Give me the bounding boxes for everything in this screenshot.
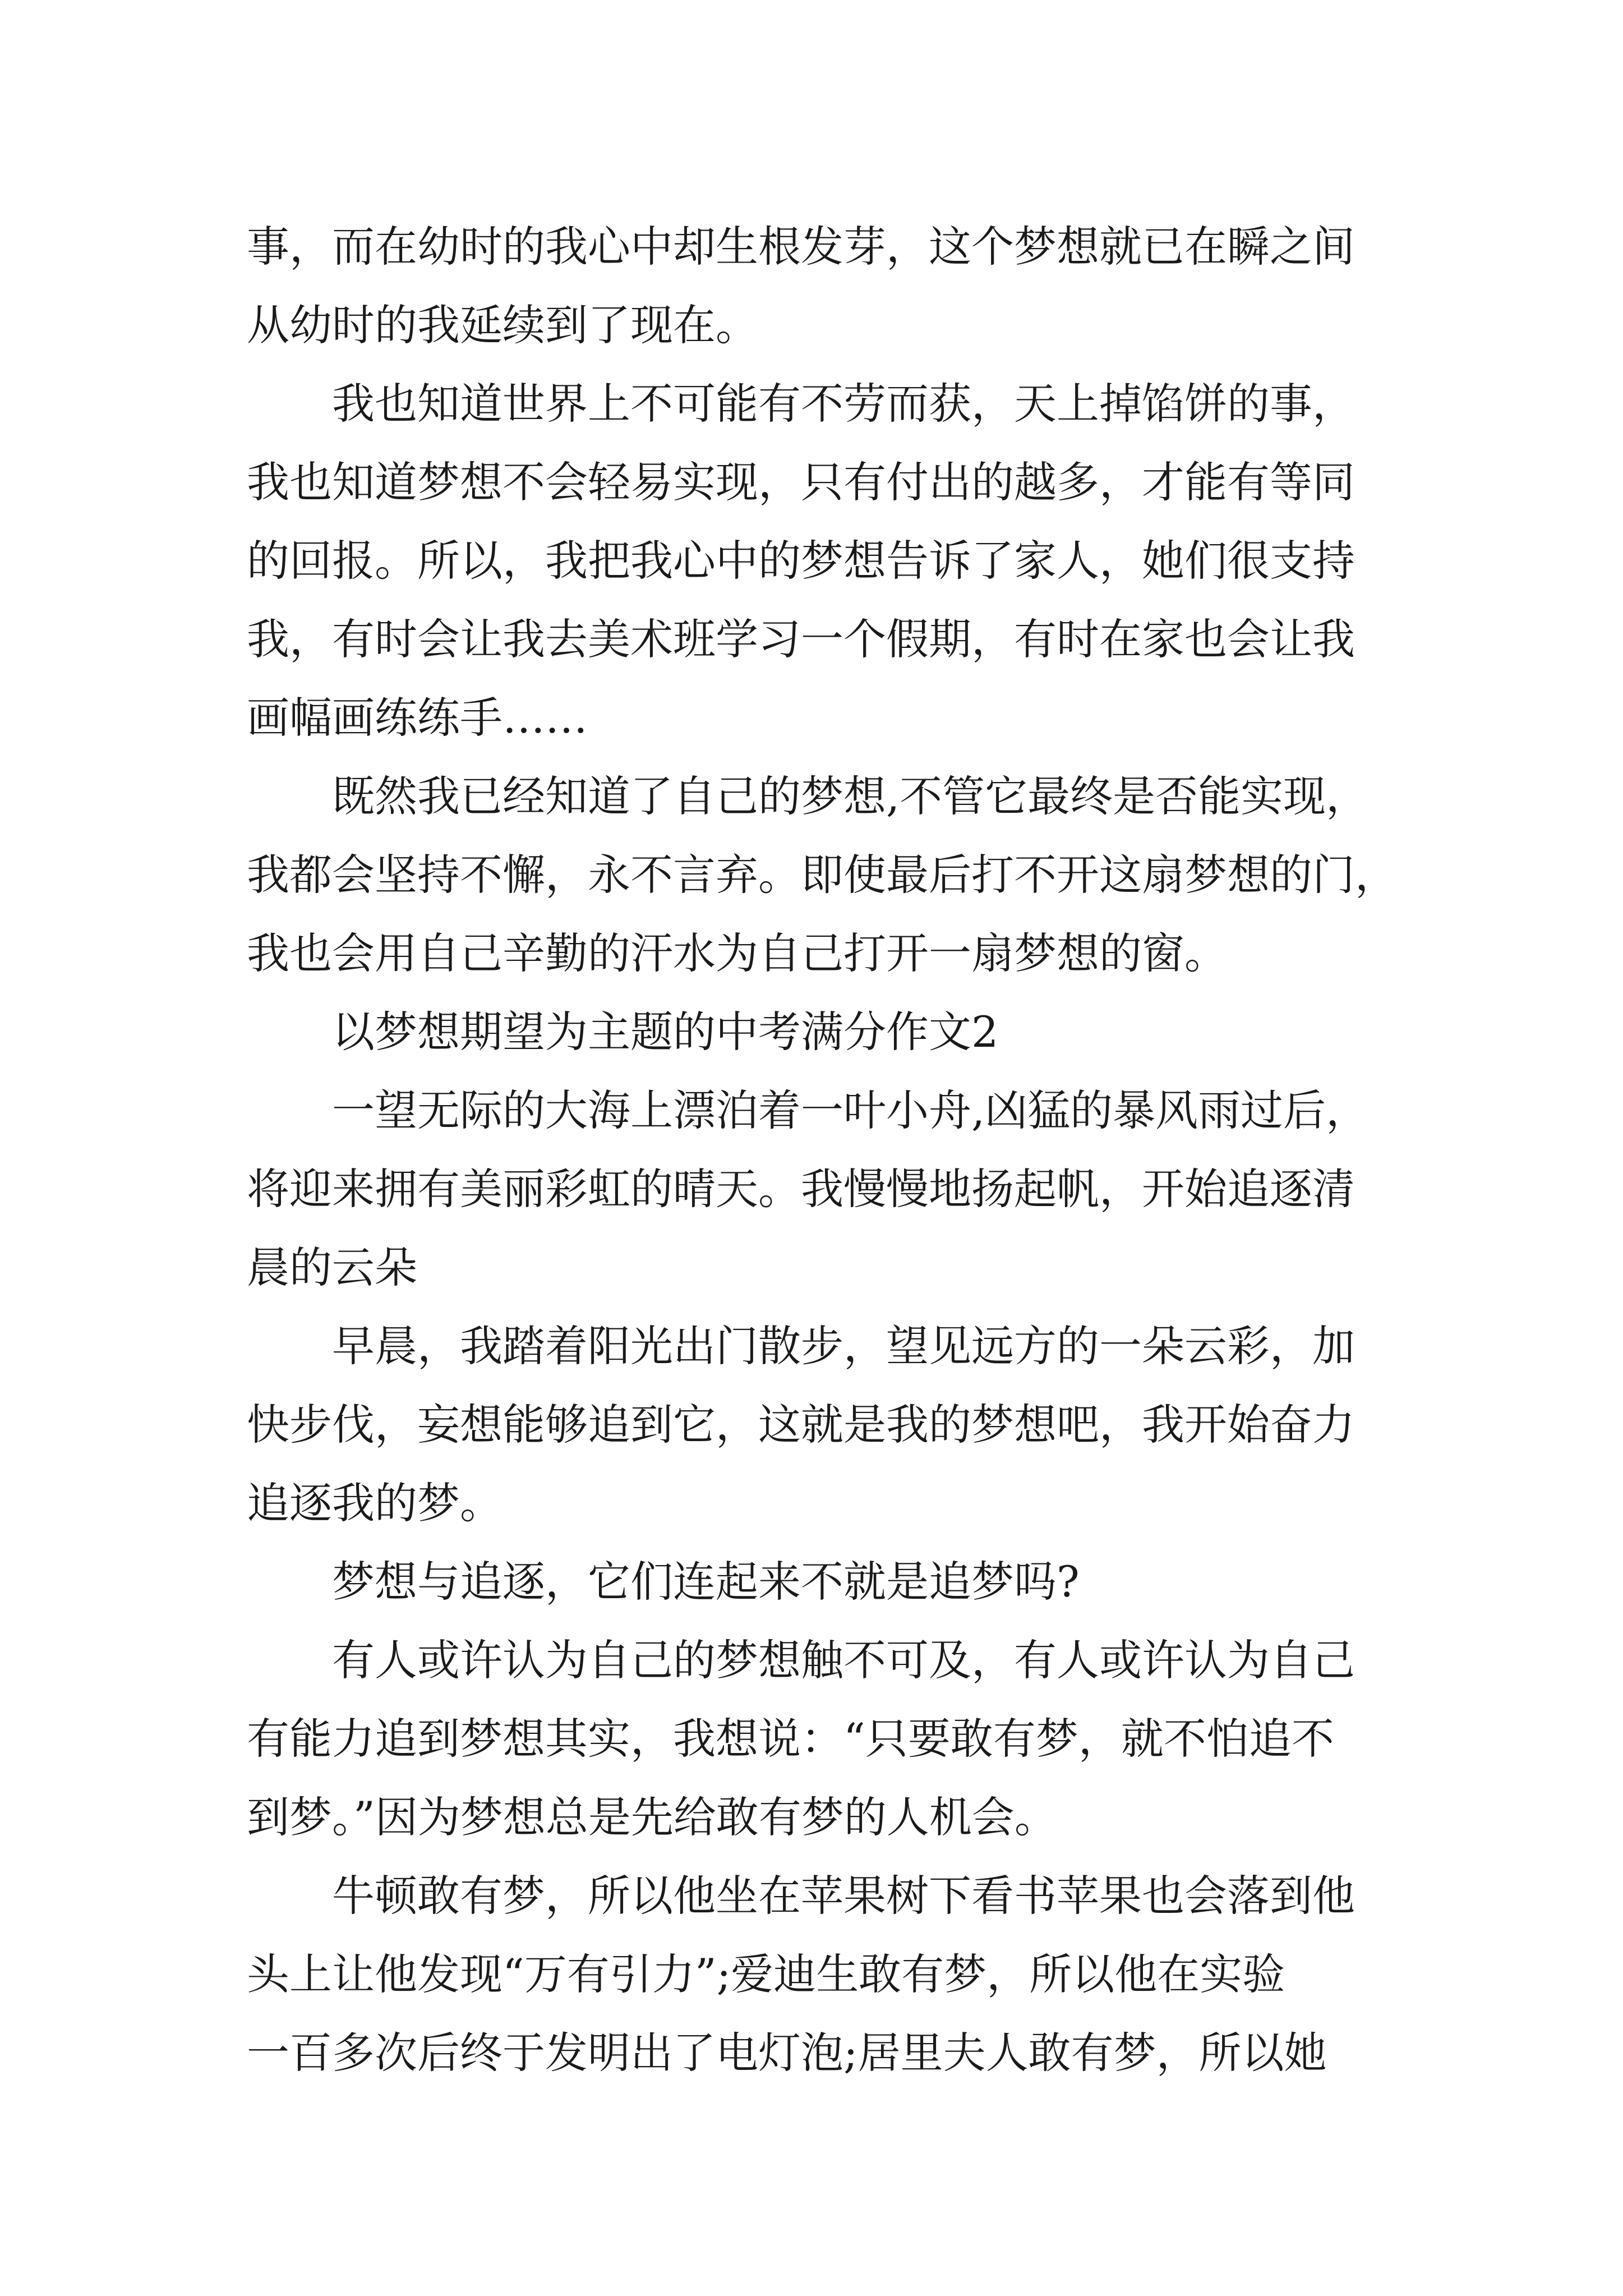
text-line: 我，有时会让我去美术班学习一个假期，有时在家也会让我 xyxy=(247,614,1355,664)
text-line: 追逐我的梦。 xyxy=(247,1478,502,1528)
text-line: 头上让他发现“万有引力”;爱迪生敢有梦，所以他在实验 xyxy=(247,1949,1285,1999)
text-line: 既然我已经知道了自己的梦想,不管它最终是否能实现， xyxy=(332,771,1369,821)
text-line: 将迎来拥有美丽彩虹的晴天。我慢慢地扬起帆，开始追逐清 xyxy=(247,1164,1355,1214)
paragraph-3 xyxy=(247,757,1398,993)
heading-line: 以梦想期望为主题的中考满分作文2 xyxy=(332,1007,999,1057)
text-line: 有人或许认为自己的梦想触不可及，有人或许认为自己 xyxy=(332,1635,1355,1685)
text-line: 梦想与追逐，它们连起来不就是追梦吗? xyxy=(332,1557,1080,1607)
text-line: 我也知道梦想不会轻易实现，只有付出的越多，才能有等同 xyxy=(247,457,1355,507)
text-line: 我也知道世界上不可能有不劳而获，天上掉馅饼的事， xyxy=(332,379,1355,429)
paragraph-6 xyxy=(247,1307,1385,1543)
text-line: 一百多次后终于发明出了电灯泡;居里夫人敢有梦，所以她 xyxy=(247,2028,1327,2078)
text-line: 有能力追到梦想其实，我想说：“只要敢有梦，就不怕追不 xyxy=(247,1714,1334,1764)
text-line: 事，而在幼时的我心中却生根发芽，这个梦想就已在瞬之间 xyxy=(247,222,1355,272)
text-line: 到梦。”因为梦想总是先给敢有梦的人机会。 xyxy=(247,1792,1057,1842)
text-line: 一望无际的大海上漂泊着一叶小舟,凶猛的暴风雨过后， xyxy=(332,1085,1369,1135)
text-line: 从幼时的我延续到了现在。 xyxy=(247,300,758,350)
essay-body xyxy=(247,208,1398,2092)
text-line: 画幅画练练手…… xyxy=(247,693,588,743)
text-line: 早晨，我踏着阳光出门散步，望见远方的一朵云彩，加 xyxy=(332,1321,1355,1371)
paragraph-2 xyxy=(247,365,1385,757)
text-line: 牛顿敢有梦，所以他坐在苹果树下看书苹果也会落到他 xyxy=(332,1871,1355,1921)
text-line: 的回报。所以，我把我心中的梦想告诉了家人，她们很支持 xyxy=(247,536,1355,586)
paragraph-1 xyxy=(247,208,1385,365)
text-line: 我都会坚持不懈，永不言弃。即使最后打不开这扇梦想的门， xyxy=(247,850,1398,900)
paragraph-7 xyxy=(247,1543,1385,1621)
paragraph-9 xyxy=(247,1857,1385,2092)
paragraph-8 xyxy=(247,1621,1385,1857)
text-line: 晨的云朵 xyxy=(247,1243,417,1292)
text-line: 我也会用自己辛勤的汗水为自己打开一扇梦想的窗。 xyxy=(247,928,1227,978)
paragraph-5 xyxy=(247,1071,1385,1307)
section-heading xyxy=(247,993,1385,1071)
text-line: 快步伐，妄想能够追到它，这就是我的梦想吧，我开始奋力 xyxy=(247,1400,1355,1450)
